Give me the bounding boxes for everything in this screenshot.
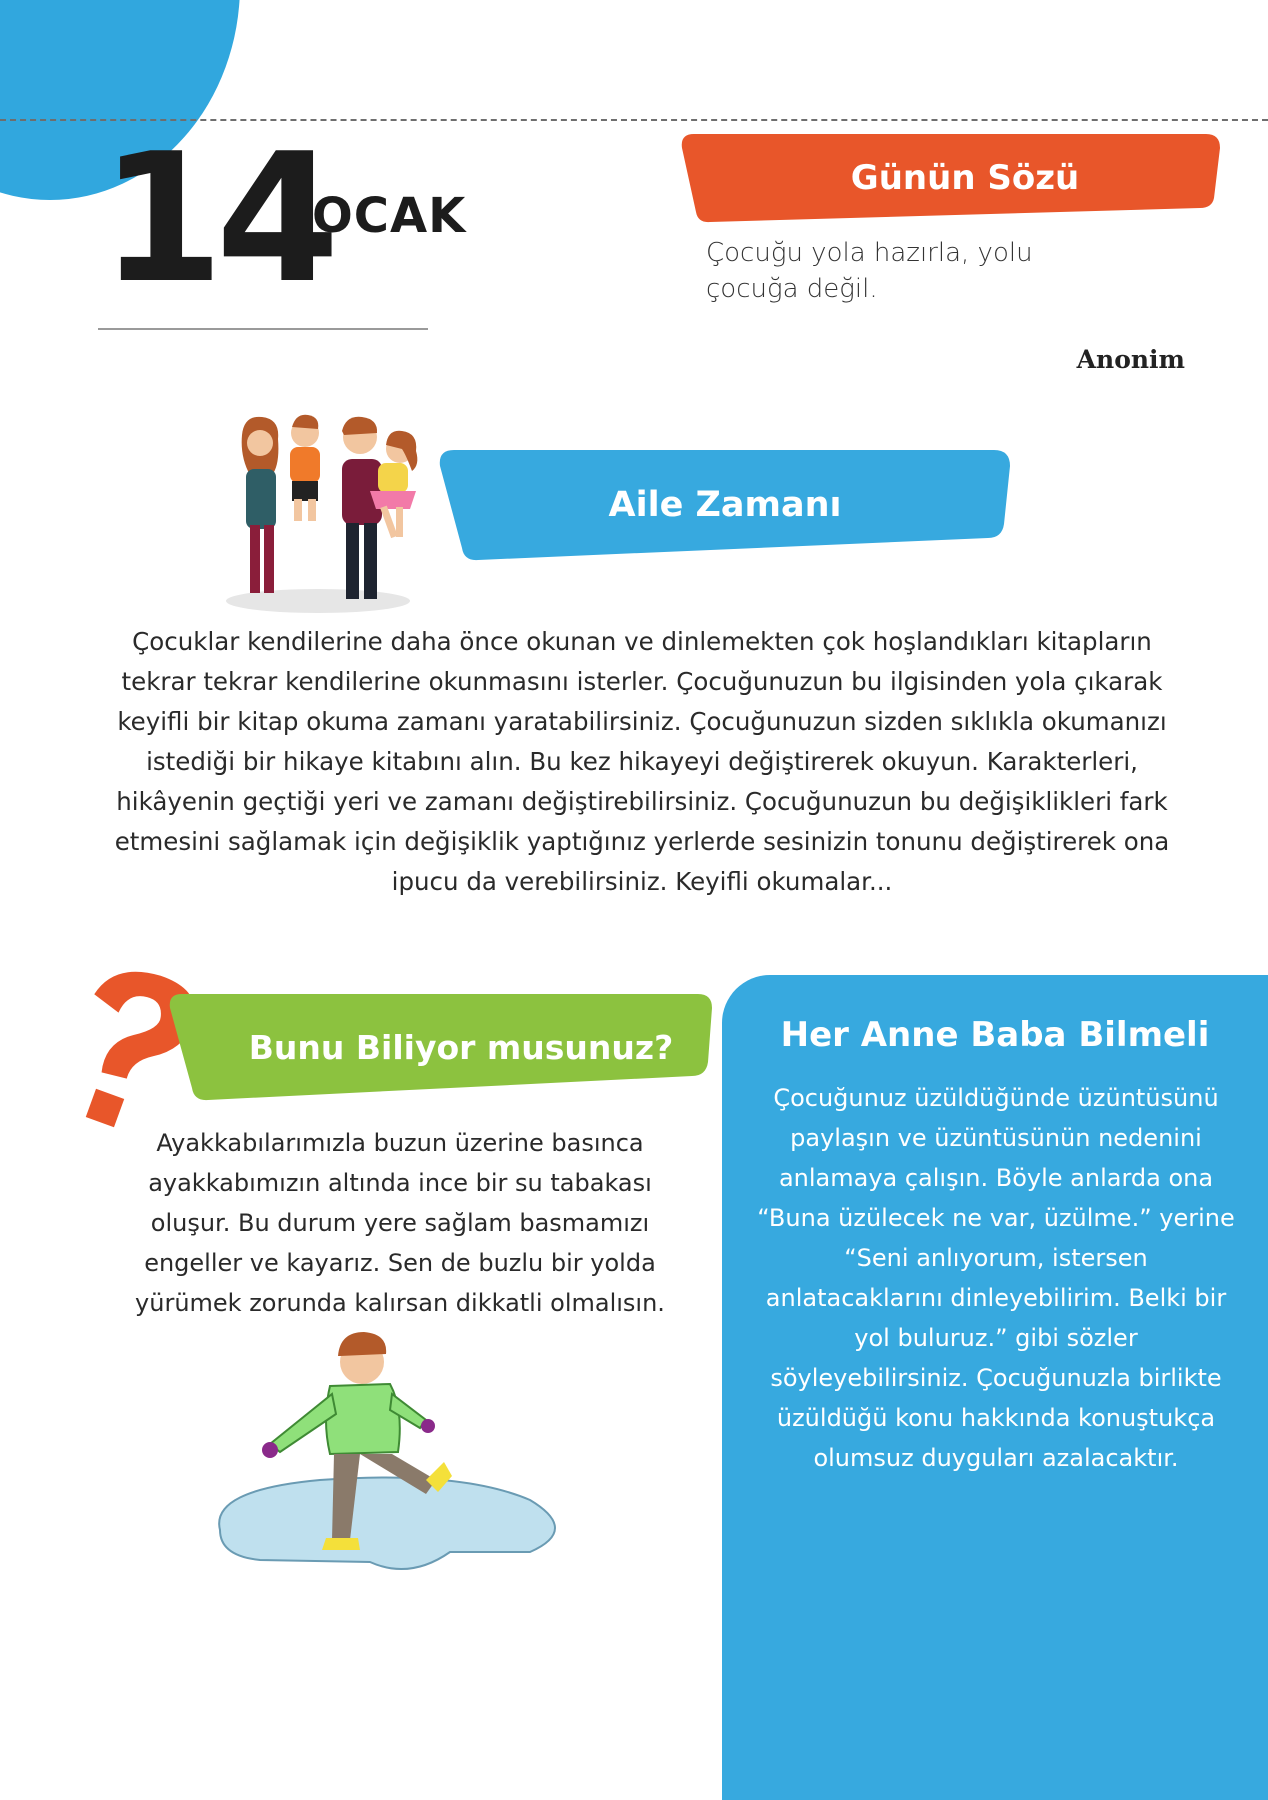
date-month: OCAK (312, 188, 467, 244)
quote-text: Çocuğu yola hazırla, yolu çocuğa değil. (706, 238, 1033, 304)
did-you-know-title: Bunu Biliyor musunuz? (248, 1027, 674, 1067)
quote-author: Anonim (1076, 345, 1185, 374)
family-title: Aile Zamanı (608, 485, 842, 525)
did-you-know-text: Ayakkabılarımızla buzun üzerine basınca ayakkabımızın altında ince bir su tabakası oluşur. Bu durum yere sağlam basmamızı engeller ve kayarız. Sen de buzlu bir yolda yürümek zorunda kalırsan dikkatli olmalısın. (135, 1129, 665, 1317)
did-you-know-banner (168, 992, 714, 1102)
quote-title: Günün Sözü (850, 158, 1080, 198)
family-banner (438, 448, 1012, 562)
date-underline (98, 328, 428, 330)
date-day: 14 (100, 115, 332, 322)
family-paragraph: Çocuklar kendilerine daha önce okunan ve dinlemekten çok hoşlandıkları kitapların tekrar tekrar kendilerine okunmasını isterler. Çocuğunuzun bu ilgisinden yola çıkarak keyifli bir kitap okuma zamanı yaratabilirsiniz. Çocuğunuzun sizden sıklıkla okumanızı istediği bir hikaye kitabını alın. Bu kez hikayeyi değiştirerek okuyun. Karakterleri, hikâyenin geçtiği yeri ve zamanı değiştirebilirsiniz. Çocuğunuzun bu değişiklikleri fark etmesini sağlamak için değişiklik yaptığınız yerlerde sesinizin tonunu değiştirerek ona ipucu da verebilirsiniz. Keyifli okumalar... (114, 627, 1170, 896)
family-illustration (220, 405, 435, 615)
quote-banner (680, 132, 1222, 224)
ice-skating-boy-illustration (200, 1330, 580, 1590)
parents-title: Her Anne Baba Bilmeli (780, 1015, 1210, 1055)
parents-text: Çocuğunuz üzüldüğünde üzüntüsünü paylaşın ve üzüntüsünün nedenini anlamaya çalışın. Böyle anlarda ona “Buna üzülecek ne var, üzülme.” yerine “Seni anlıyorum, istersen anlatacaklarını dinleyebilirim. Belki bir yol buluruz.” gibi sözler söyleyebilirsiniz. Çocuğunuzla birlikte üzüldüğü konu hakkında konuştukça olumsuz duyguları azalacaktır. (757, 1084, 1235, 1472)
